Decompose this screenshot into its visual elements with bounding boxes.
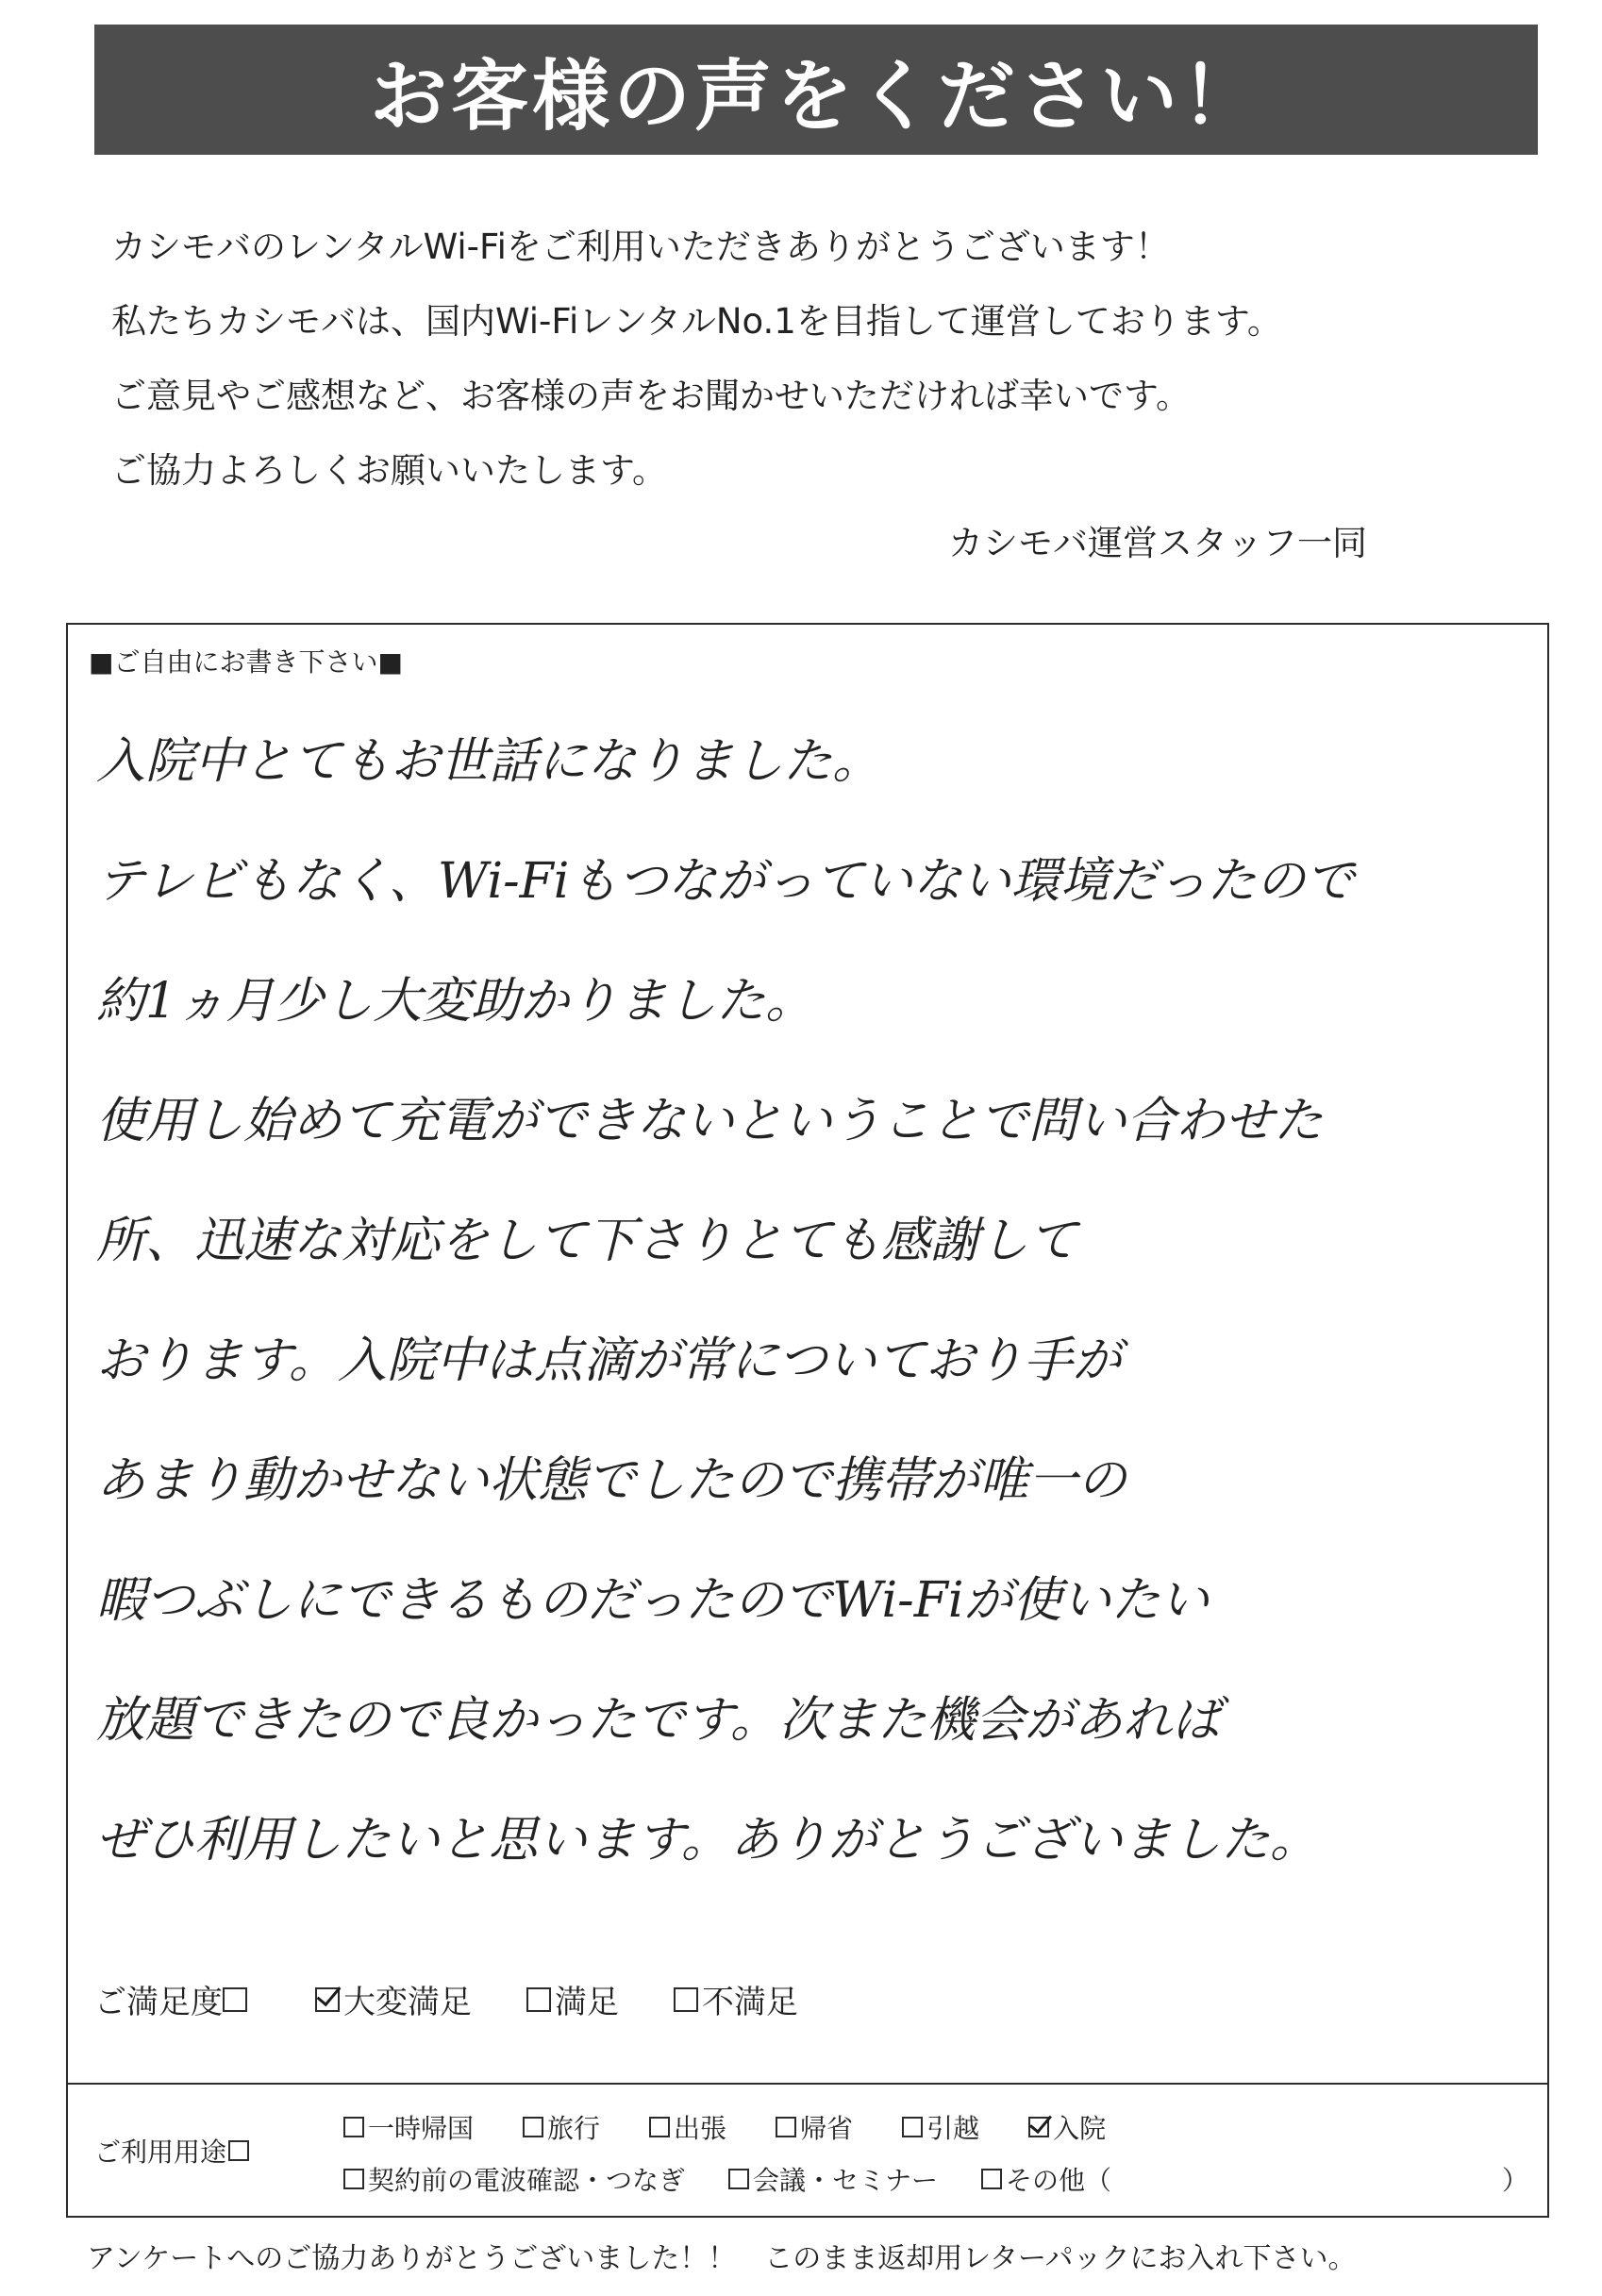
usage-option-business-trip[interactable] bbox=[649, 2108, 726, 2146]
checkbox[interactable] bbox=[343, 2169, 364, 2189]
title-banner bbox=[94, 25, 1538, 155]
footer-note: アンケートへのご協力ありがとうございました！！ このまま返却用レターパックにお入れ下さい。 bbox=[87, 2242, 1357, 2275]
option-label: 不満足 bbox=[702, 1984, 798, 2021]
checkbox[interactable] bbox=[523, 2117, 543, 2137]
option-label: 大変満足 bbox=[343, 1984, 472, 2021]
usage-option-signal-check[interactable] bbox=[343, 2160, 685, 2198]
comment-line: 暇つぶしにできるものだったのでWi-Fiが使いたい bbox=[96, 1572, 1210, 1629]
section-divider bbox=[68, 2083, 1547, 2085]
comment-line: テレビもなく、Wi-Fiもつながっていない環境だったので bbox=[96, 853, 1355, 910]
usage-option-moving[interactable] bbox=[902, 2108, 979, 2146]
checkbox-very-satisfied[interactable] bbox=[315, 1987, 340, 2012]
comment-line: おります。入院中は点滴が常についており手が bbox=[96, 1332, 1122, 1389]
checkbox[interactable] bbox=[649, 2117, 670, 2137]
satisfaction-row bbox=[94, 1976, 798, 2022]
option-label: 契約前の電波確認・つなぎ bbox=[368, 2165, 686, 2196]
comment-line: あまり動かせない状態でしたので携帯が唯一の bbox=[96, 1452, 1127, 1509]
checkbox[interactable] bbox=[981, 2169, 1002, 2189]
comment-line: 約1ヵ月少し大変助かりました。 bbox=[96, 973, 815, 1030]
other-field-close: ） bbox=[1502, 2165, 1529, 2196]
intro-message bbox=[111, 209, 1527, 508]
option-very-satisfied[interactable] bbox=[315, 1976, 472, 2022]
comment-line: ぜひ利用したいと思います。ありがとうございました。 bbox=[96, 1812, 1319, 1869]
checkbox-dissatisfied[interactable] bbox=[674, 1987, 698, 2012]
free-comment-label: ■ご自由にお書き下さい■ bbox=[89, 646, 403, 678]
intro-line: カシモバのレンタルWi-Fiをご利用いただきありがとうございます！ bbox=[111, 226, 1170, 267]
satisfaction-label-checkbox-icon bbox=[223, 1987, 247, 2012]
usage-options-row-1 bbox=[343, 2108, 1106, 2146]
option-label: 旅行 bbox=[547, 2113, 601, 2144]
usage-label-checkbox-icon bbox=[228, 2140, 249, 2161]
comment-line: 入院中とてもお世話になりました。 bbox=[96, 733, 882, 790]
option-label: 一時帰国 bbox=[368, 2113, 475, 2144]
staff-signature: カシモバ運営スタッフ一同 bbox=[948, 523, 1367, 563]
intro-line: ご意見やご感想など、お客様の声をお聞かせいただければ幸いです。 bbox=[111, 376, 1192, 416]
option-dissatisfied[interactable] bbox=[674, 1976, 798, 2022]
usage-label-group bbox=[94, 2132, 253, 2170]
option-label: 入院 bbox=[1053, 2113, 1107, 2144]
option-label: 引越 bbox=[926, 2113, 980, 2144]
comment-line: 使用し始めて充電ができないということで問い合わせた bbox=[96, 1093, 1324, 1149]
usage-option-hospitalization[interactable] bbox=[1028, 2108, 1106, 2146]
option-label: 会議・セミナー bbox=[753, 2165, 939, 2196]
usage-option-meeting-seminar[interactable] bbox=[728, 2160, 938, 2198]
usage-options-row-2 bbox=[343, 2160, 1111, 2198]
option-label: 満足 bbox=[555, 1984, 619, 2021]
checkbox[interactable] bbox=[728, 2169, 749, 2189]
page-title: お客様の声をください！ bbox=[369, 51, 1262, 142]
checkbox[interactable] bbox=[902, 2117, 923, 2137]
option-label: 出張 bbox=[674, 2113, 727, 2144]
comment-line: 所、迅速な対応をして下さりとても感謝して bbox=[96, 1213, 1078, 1269]
checkbox-satisfied[interactable] bbox=[526, 1987, 551, 2012]
usage-option-homecoming[interactable] bbox=[776, 2108, 853, 2146]
checkbox[interactable] bbox=[776, 2117, 796, 2137]
comment-line: 放題できたので良かったです。次また機会があれば bbox=[96, 1692, 1221, 1749]
survey-form bbox=[66, 623, 1549, 2218]
option-label: その他（ bbox=[1006, 2165, 1112, 2196]
usage-label: ご利用用途 bbox=[94, 2137, 227, 2168]
handwritten-comment[interactable] bbox=[96, 702, 1530, 1901]
usage-option-travel[interactable] bbox=[523, 2108, 600, 2146]
intro-line: ご協力よろしくお願いいたします。 bbox=[111, 450, 668, 491]
intro-line: 私たちカシモバは、国内Wi-FiレンタルNo.1を目指して運営しております。 bbox=[111, 301, 1282, 342]
option-satisfied[interactable] bbox=[526, 1976, 619, 2022]
satisfaction-label: ご満足度 bbox=[94, 1984, 223, 2021]
option-label: 帰省 bbox=[800, 2113, 854, 2144]
usage-option-other[interactable] bbox=[981, 2160, 1111, 2198]
checkbox[interactable] bbox=[343, 2117, 364, 2137]
usage-option-temporary-return[interactable] bbox=[343, 2108, 474, 2146]
checkbox[interactable] bbox=[1028, 2117, 1049, 2137]
